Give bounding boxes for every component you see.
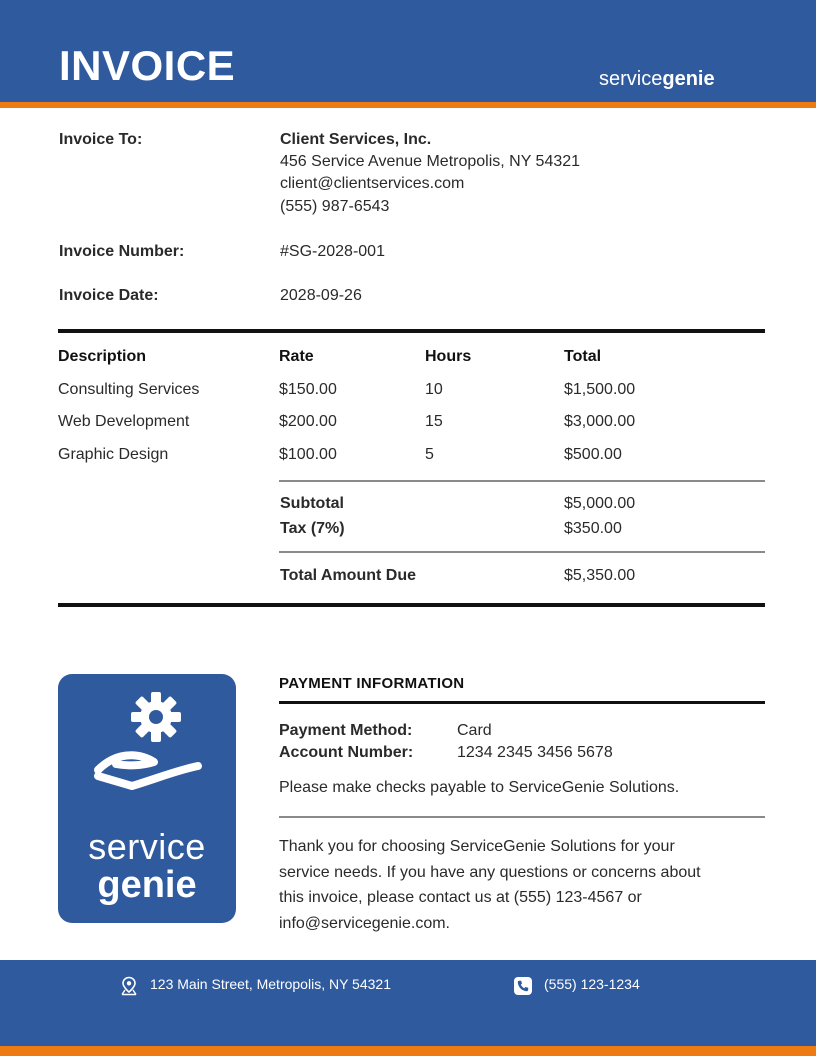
payment-section-title: PAYMENT INFORMATION	[279, 675, 465, 692]
thank-you-note: Thank you for choosing ServiceGenie Solutions for your service needs. If you have any questions or concerns about this invoice, please contact us at (555) 123-4567 or info@servicegenie.com.	[279, 838, 701, 932]
map-pin-icon	[119, 976, 139, 996]
logo-word-service: service	[88, 826, 206, 867]
payment-method-value: Card	[457, 722, 492, 739]
header-bar	[0, 0, 816, 102]
col-header-hours: Hours	[425, 348, 472, 365]
invoice-number: #SG-2028-001	[280, 243, 385, 260]
account-number-label: Account Number:	[279, 744, 414, 761]
row-hours: 5	[425, 446, 434, 463]
client-name: Client Services, Inc.	[280, 131, 432, 148]
row-total: $500.00	[564, 446, 622, 463]
col-header-description: Description	[58, 348, 147, 365]
row-description: Consulting Services	[58, 381, 200, 398]
row-rate: $150.00	[279, 381, 337, 398]
row-description: Web Development	[58, 413, 190, 430]
total-due-value: $5,350.00	[564, 567, 636, 584]
footer-address: 123 Main Street, Metropolis, NY 54321	[150, 976, 391, 992]
client-address: 456 Service Avenue Metropolis, NY 54321	[280, 153, 581, 170]
payment-title-rule	[279, 701, 765, 704]
row-total: $1,500.00	[564, 381, 636, 398]
payment-method-label: Payment Method:	[279, 722, 413, 739]
account-number-value: 1234 2345 3456 5678	[457, 744, 613, 761]
row-hours: 15	[425, 413, 443, 430]
footer-accent-stripe	[0, 1046, 816, 1056]
col-header-rate: Rate	[279, 348, 314, 365]
logo-card	[58, 674, 236, 923]
row-hours: 10	[425, 381, 443, 398]
total-rule	[279, 551, 765, 553]
tax-label: Tax (7%)	[280, 520, 345, 537]
row-rate: $200.00	[279, 413, 337, 430]
footer-bar	[0, 960, 816, 1046]
row-rate: $100.00	[279, 446, 337, 463]
brand-bold: genie	[662, 68, 715, 90]
checks-payable-note: Please make checks payable to ServiceGenie Solutions.	[279, 779, 680, 796]
subtotal-value: $5,000.00	[564, 495, 636, 512]
brand-logo-text	[599, 68, 715, 91]
invoice-title: INVOICE	[59, 42, 236, 89]
phone-icon	[513, 976, 533, 996]
payment-divider	[279, 816, 765, 818]
table-bottom-rule	[58, 603, 765, 607]
header-accent-stripe	[0, 102, 816, 108]
col-header-total: Total	[564, 348, 602, 365]
row-total: $3,000.00	[564, 413, 636, 430]
logo-word-genie: genie	[97, 864, 197, 906]
subtotal-rule	[279, 480, 765, 482]
client-phone: (555) 987-6543	[280, 198, 390, 215]
invoice-to-label: Invoice To:	[59, 131, 143, 148]
row-description: Graphic Design	[58, 446, 169, 463]
total-due-label: Total Amount Due	[280, 567, 416, 584]
subtotal-label: Subtotal	[280, 495, 344, 512]
table-top-rule	[58, 329, 765, 333]
footer-phone: (555) 123-1234	[544, 976, 640, 992]
invoice-date: 2028-09-26	[280, 287, 362, 304]
brand-light: service	[599, 68, 663, 90]
gear-hand-icon	[58, 674, 236, 804]
client-email: client@clientservices.com	[280, 175, 465, 192]
invoice-number-label: Invoice Number:	[59, 243, 185, 260]
invoice-date-label: Invoice Date:	[59, 287, 159, 304]
tax-value: $350.00	[564, 520, 622, 537]
